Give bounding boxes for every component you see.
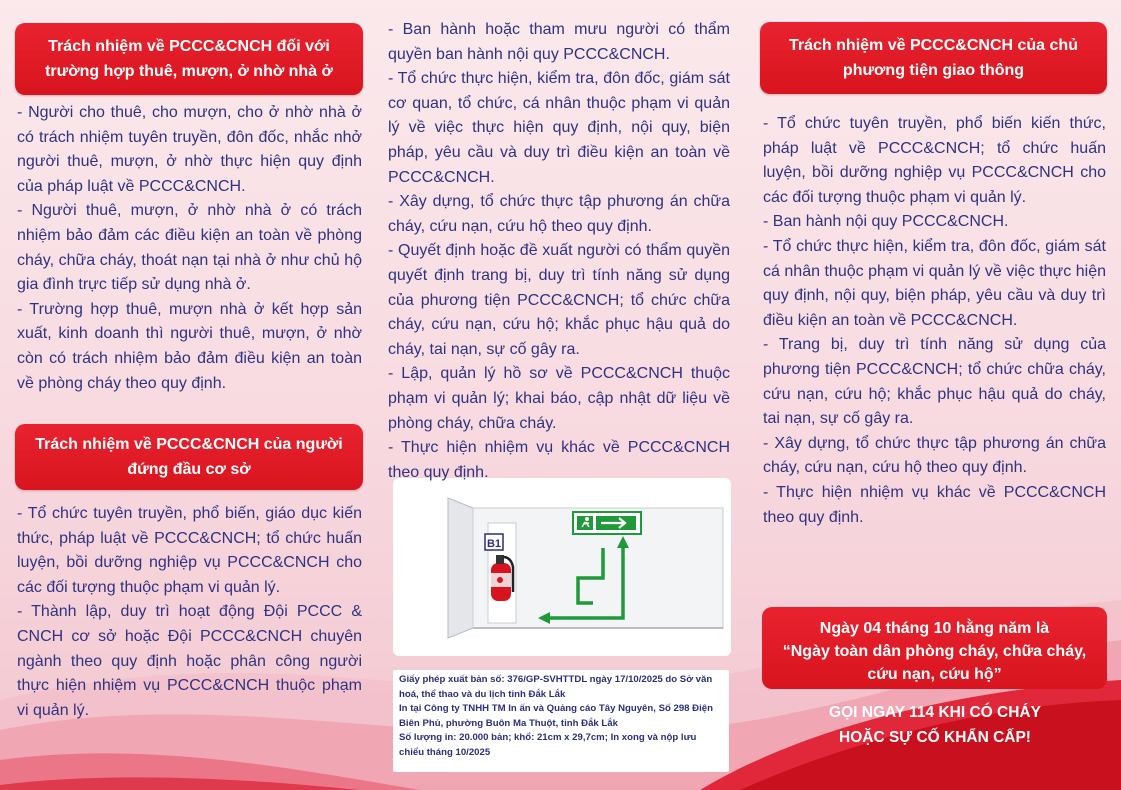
middle-item-1: - Ban hành hoặc tham mưu người có thẩm quyền ban hành nội quy PCCC&CNCH. <box>388 21 730 63</box>
notice-line-1: Ngày 04 tháng 10 hằng năm là <box>819 620 1050 637</box>
door-label-text: B1 <box>486 538 502 550</box>
header-facility-head-text: Trách nhiệm về PCCC&CNCH của người đứng đầu cơ sở <box>35 436 343 478</box>
header-rental-housing <box>15 23 363 95</box>
license-line-3: Số lượng in: 20.000 bản; khổ: 21cm x 29,7cm; In xong và nộp lưu chiểu tháng 10/2025 <box>399 732 697 758</box>
call-line-2: HOẶC SỰ CỐ KHẨN CẤP! <box>839 729 1031 746</box>
vehicle-item-4: - Trang bị, duy trì tính năng sử dụng của phương tiện PCCC&CNCH; tổ chức chữa cháy, cứu nạn, cứu hộ; khắc phục hậu quả do cháy, tai nạn, sự cố gây ra. <box>763 336 1106 428</box>
middle-item-6: - Thực hiện nhiệm vụ khác về PCCC&CNCH theo quy định. <box>388 439 730 481</box>
vehicle-item-1: - Tổ chức tuyên truyền, phổ biến kiến thức, pháp luật về PCCC&CNCH; tổ chức huấn luyện, bồi dưỡng nghiệp vụ PCCC&CNCH cho các đối tượng thuộc phạm vi quản lý. <box>763 115 1106 206</box>
emergency-call-banner <box>770 700 1100 750</box>
facility-head-paragraphs <box>17 502 362 723</box>
rental-item-2: - Người thuê, mượn, ở nhờ nhà ở có trách nhiệm bảo đảm các điều kiện an toàn về phòng cháy, chữa cháy, thoát nạn tại nhà ở như chủ hộ gia đình trực tiếp sử dụng nhà ở. <box>17 202 362 294</box>
fire-safety-day-notice <box>762 607 1107 689</box>
license-line-2: In tại Công ty TNHH TM In ấn và Quảng cáo Tây Nguyên, Số 298 Điện Biên Phủ, phường Buôn Ma Thuột, tỉnh Đắk Lắk <box>399 703 713 729</box>
call-line-1: GỌI NGAY 114 KHI CÓ CHÁY <box>829 704 1041 721</box>
exit-sign-icon <box>573 512 641 534</box>
header-rental-housing-text: Trách nhiệm về PCCC&CNCH đối với trường hợp thuê, mượn, ở nhờ nhà ở <box>45 38 333 80</box>
vehicle-owner-paragraphs <box>763 112 1106 530</box>
middle-item-5: - Lập, quản lý hồ sơ về PCCC&CNCH thuộc phạm vi quản lý; khai báo, cập nhật dữ liệu về phòng cháy, chữa cháy. <box>388 365 730 432</box>
rental-housing-paragraphs <box>17 101 362 396</box>
notice-line-2: “Ngày toàn dân phòng cháy, chữa cháy, cứu nạn, cứu hộ” <box>782 643 1087 683</box>
facility-item-2: - Thành lập, duy trì hoạt động Đội PCCC & CNCH cơ sở hoặc Đội PCCC&CNCH chuyên ngành theo quy định hoặc phân công người thực hiện nhiệm vụ PCCC&CNCH thuộc phạm vi quản lý. <box>17 603 362 719</box>
vehicle-item-5: - Xây dựng, tổ chức thực tập phương án chữa cháy, cứu nạn, cứu hộ theo quy định. <box>763 434 1106 477</box>
vehicle-item-2: - Ban hành nội quy PCCC&CNCH. <box>763 213 1009 231</box>
vehicle-item-6: - Thực hiện nhiệm vụ khác về PCCC&CNCH theo quy định. <box>763 483 1106 526</box>
door-label-b1 <box>485 534 503 550</box>
publication-license <box>393 670 729 772</box>
vehicle-item-3: - Tổ chức thực hiện, kiểm tra, đôn đốc, giám sát cá nhân thuộc phạm vi quản lý về việc thực hiện quy định, nội quy, biện pháp, yêu cầu và duy trì điều kiện an toàn về PCCC&CNCH. <box>763 237 1106 329</box>
facility-item-1: - Tổ chức tuyên truyền, phổ biến, giáo dục kiến thức, pháp luật về PCCC&CNCH; tổ chức huấn luyện, bồi dưỡng nghiệp vụ PCCC&CNCH cho các đối tượng thuộc phạm vi quản lý. <box>17 505 362 596</box>
header-vehicle-owner-text: Trách nhiệm về PCCC&CNCH của chủ phương tiện giao thông <box>789 37 1078 79</box>
middle-item-4: - Quyết định hoặc đề xuất người có thẩm quyền quyết định trang bị, duy trì tính năng sử dụng của phương tiện PCCC&CNCH; tổ chức chữa cháy, cứu nạn, cứu hộ; khắc phục hậu quả do cháy, tai nạn, sự cố gây ra. <box>388 242 730 358</box>
rental-item-3: - Trường hợp thuê, mượn nhà ở kết hợp sản xuất, kinh doanh thì người thuê, mượn, ở nhờ còn có trách nhiệm bảo đảm điều kiện an toàn về phòng cháy theo quy định. <box>17 300 362 392</box>
middle-paragraphs <box>388 18 730 485</box>
exit-illustration <box>393 478 731 656</box>
middle-item-3: - Xây dựng, tổ chức thực tập phương án chữa cháy, cứu nạn, cứu hộ theo quy định. <box>388 193 730 235</box>
middle-item-2: - Tổ chức thực hiện, kiểm tra, đôn đốc, giám sát cơ quan, tổ chức, cá nhân thuộc phạm vi quản lý về việc thực hiện quy định, nội quy, biện pháp, yêu cầu và duy trì điều kiện an toàn về PCCC&CNCH. <box>388 70 730 186</box>
license-line-1: Giấy phép xuất bản số: 376/GP-SVHTTDL ngày 17/10/2025 do Sở văn hoá, thể thao và du lịch tỉnh Đắk Lắk <box>399 674 713 700</box>
header-facility-head <box>15 424 363 490</box>
rental-item-1: - Người cho thuê, cho mượn, cho ở nhờ nhà ở có trách nhiệm tuyên truyền, đôn đốc, nhắc nhở người thuê, mượn, ở nhờ thực hiện quy định của pháp luật về PCCC&CNCH. <box>17 104 362 195</box>
exit-illustration-art <box>393 478 731 656</box>
header-vehicle-owner <box>760 22 1107 94</box>
